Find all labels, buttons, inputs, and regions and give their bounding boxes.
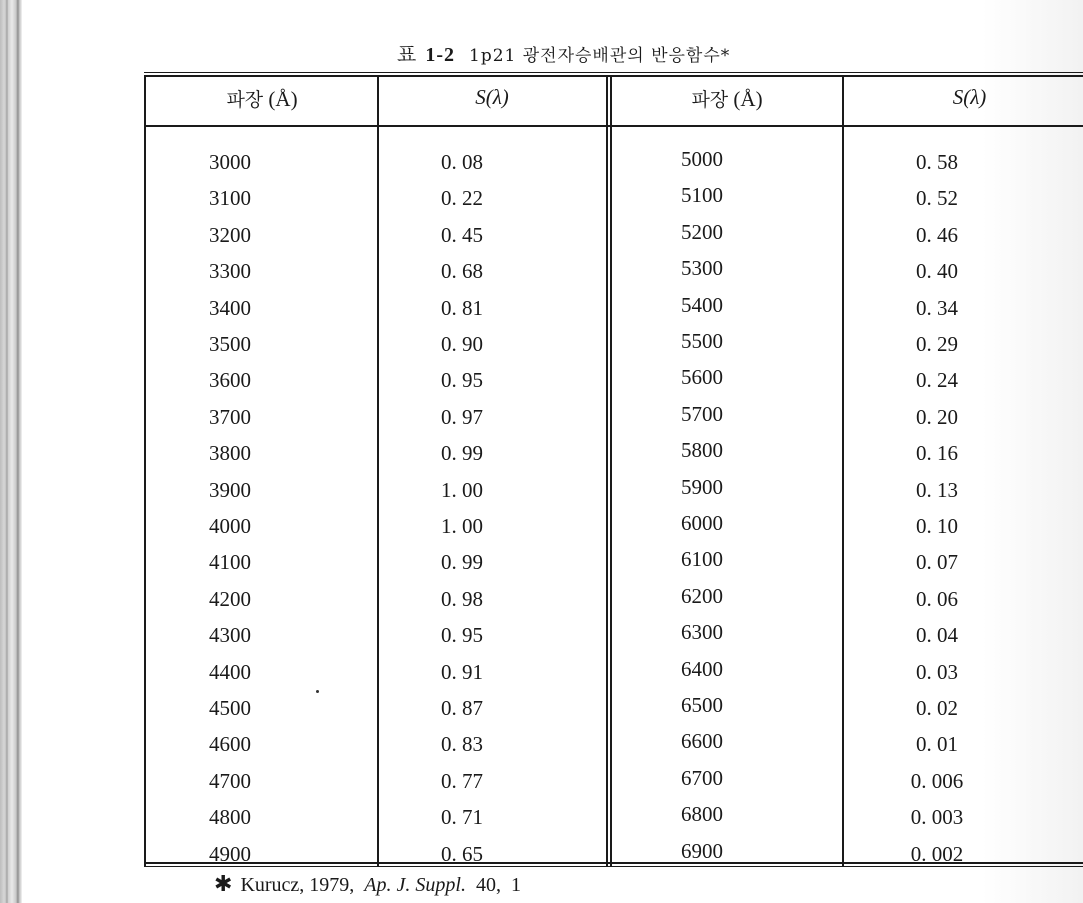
response-cell: 0. 90 xyxy=(441,332,483,356)
column-divider-middle-b xyxy=(610,76,612,866)
response-cell: 0. 003 xyxy=(910,805,964,830)
document-page xyxy=(22,0,1083,903)
table-number: 표 1-2 xyxy=(397,44,455,66)
response-cell: 0. 68 xyxy=(441,259,483,284)
response-cell: 0. 20 xyxy=(916,404,958,429)
response-cell: 0. 22 xyxy=(441,186,483,211)
wavelength-cell: 4200 xyxy=(209,586,251,611)
response-cell: 0. 83 xyxy=(441,732,483,757)
header-wavelength-left: 파장 (Å) xyxy=(226,87,298,111)
wavelength-cell: 5100 xyxy=(681,183,723,208)
response-cell: 0. 45 xyxy=(441,222,483,247)
wavelength-cell: 5400 xyxy=(681,292,723,317)
header-response-left: S(λ) xyxy=(475,85,509,109)
asterisk-icon: ✱ xyxy=(214,872,233,897)
wavelength-cell: 6500 xyxy=(681,693,723,717)
window-left-border xyxy=(0,0,22,903)
wavelength-cell: 4300 xyxy=(209,623,251,648)
response-cell: 0. 04 xyxy=(916,623,958,648)
wavelength-cell: 5500 xyxy=(681,329,723,353)
wavelength-cell: 5000 xyxy=(681,147,723,171)
wavelength-cell: 4600 xyxy=(209,732,251,757)
wavelength-cell: 4700 xyxy=(209,768,251,793)
response-cell: 0. 87 xyxy=(441,696,483,720)
scan-speck xyxy=(316,690,319,693)
wavelength-cell: 6300 xyxy=(681,620,723,645)
response-cell: 0. 77 xyxy=(441,768,483,793)
header-rule xyxy=(144,125,1083,127)
response-cell: 0. 07 xyxy=(916,550,958,575)
table-caption xyxy=(397,38,730,67)
response-cell: 0. 98 xyxy=(441,586,483,611)
wavelength-cell: 3500 xyxy=(209,332,251,356)
wavelength-cell: 3600 xyxy=(209,368,251,393)
response-cell: 0. 97 xyxy=(441,404,483,429)
wavelength-cell: 3100 xyxy=(209,186,251,211)
response-cell: 0. 24 xyxy=(916,368,958,393)
wavelength-cell: 3900 xyxy=(209,477,251,502)
response-cell: 0. 02 xyxy=(916,696,958,720)
response-cell: 0. 006 xyxy=(910,768,964,793)
response-cell: 1. 00 xyxy=(441,514,483,538)
wavelength-cell: 6400 xyxy=(681,656,723,681)
wavelength-cell: 3300 xyxy=(209,259,251,284)
response-cell: 0. 52 xyxy=(916,186,958,211)
response-cell: 0. 08 xyxy=(441,150,483,174)
wavelength-cell: 6800 xyxy=(681,802,723,827)
column-divider-middle-a xyxy=(606,76,608,866)
response-cell: 0. 03 xyxy=(916,659,958,684)
wavelength-cell: 6100 xyxy=(681,547,723,572)
response-cell: 0. 29 xyxy=(916,332,958,356)
wavelength-cell: 4900 xyxy=(209,841,251,866)
wavelength-cell: 6000 xyxy=(681,511,723,535)
wavelength-cell: 5700 xyxy=(681,401,723,426)
response-cell: 0. 46 xyxy=(916,222,958,247)
response-cell: 0. 99 xyxy=(441,441,483,466)
response-cell: 0. 13 xyxy=(916,477,958,502)
column-divider-3 xyxy=(842,76,844,866)
response-cell: 0. 16 xyxy=(916,441,958,466)
wavelength-cell: 5200 xyxy=(681,219,723,244)
response-cell: 0. 40 xyxy=(916,259,958,284)
wavelength-cell: 4500 xyxy=(209,696,251,720)
wavelength-cell: 5900 xyxy=(681,474,723,499)
footnote: ✱ Kurucz, 1979, Ap. J. Suppl. 40, 1 xyxy=(214,872,521,897)
response-cell: 0. 01 xyxy=(916,732,958,757)
wavelength-cell: 6700 xyxy=(681,765,723,790)
wavelength-cell: 4800 xyxy=(209,805,251,830)
wavelength-cell: 4400 xyxy=(209,659,251,684)
header-wavelength-right: 파장 (Å) xyxy=(691,87,763,111)
response-cell: 0. 06 xyxy=(916,586,958,611)
response-cell: 1. 00 xyxy=(441,477,483,502)
wavelength-cell: 6600 xyxy=(681,729,723,754)
wavelength-cell: 4000 xyxy=(209,514,251,538)
wavelength-cell: 5300 xyxy=(681,256,723,281)
wavelength-cell: 3200 xyxy=(209,222,251,247)
table-title: 1p21 광전자승배관의 반응함수* xyxy=(469,46,731,66)
wavelength-cell: 6900 xyxy=(681,838,723,863)
response-cell: 0. 34 xyxy=(916,295,958,320)
response-cell: 0. 81 xyxy=(441,295,483,320)
table-left-border xyxy=(144,76,146,866)
wavelength-cell: 5600 xyxy=(681,365,723,390)
column-divider-1 xyxy=(377,76,379,866)
response-cell: 0. 58 xyxy=(916,150,958,174)
response-cell: 0. 65 xyxy=(441,841,483,866)
header-response-right: S(λ) xyxy=(952,85,987,109)
table-top-rule-2 xyxy=(144,75,1083,77)
wavelength-cell: 3800 xyxy=(209,441,251,466)
response-cell: 0. 99 xyxy=(441,550,483,575)
response-cell: 0. 95 xyxy=(441,368,483,393)
wavelength-cell: 3700 xyxy=(209,404,251,429)
wavelength-cell: 4100 xyxy=(209,550,251,575)
wavelength-cell: 3000 xyxy=(209,150,251,174)
response-cell: 0. 71 xyxy=(441,805,483,830)
wavelength-cell: 5800 xyxy=(681,438,723,463)
wavelength-cell: 6200 xyxy=(681,583,723,608)
table-top-rule xyxy=(144,72,1083,73)
wavelength-cell: 3400 xyxy=(209,295,251,320)
response-cell: 0. 002 xyxy=(910,841,964,866)
response-cell: 0. 91 xyxy=(441,659,483,684)
response-cell: 0. 10 xyxy=(916,514,958,538)
response-cell: 0. 95 xyxy=(441,623,483,648)
